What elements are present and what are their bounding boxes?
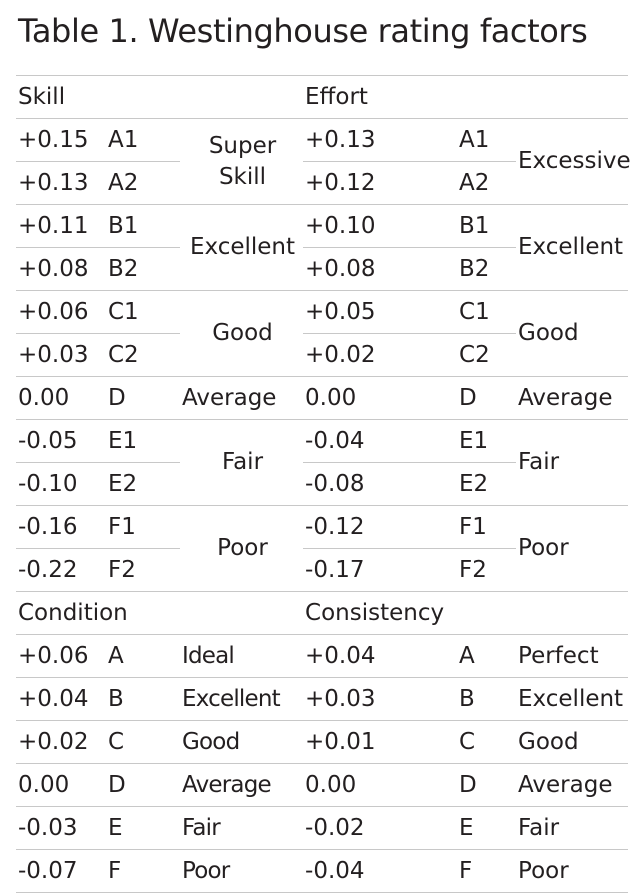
table-row [16,291,628,334]
condition-code: A [106,635,180,678]
skill-code: B2 [106,248,180,291]
condition-value: +0.02 [16,721,106,764]
skill-value: -0.16 [16,506,106,549]
effort-label: Excellent [516,205,628,291]
consistency-code: A [457,635,516,678]
effort-code: F2 [457,549,516,592]
table-row [16,205,628,248]
skill-value: +0.11 [16,205,106,248]
effort-value: +0.10 [303,205,457,248]
skill-value: -0.22 [16,549,106,592]
consistency-code: B [457,678,516,721]
table-row [16,119,628,162]
condition-header: Condition [16,592,303,635]
skill-label: Excellent [180,205,303,291]
effort-value: +0.12 [303,162,457,205]
consistency-label: Excellent [516,678,628,721]
condition-label: Excellent [180,678,303,721]
skill-label: Good [180,291,303,377]
skill-label: Fair [180,420,303,506]
consistency-label: Poor [516,850,628,893]
effort-value: +0.02 [303,334,457,377]
skill-value: -0.05 [16,420,106,463]
consistency-value: +0.04 [303,635,457,678]
skill-code: F1 [106,506,180,549]
condition-label: Average [180,764,303,807]
consistency-code: F [457,850,516,893]
effort-label: Fair [516,420,628,506]
table-row [16,807,628,850]
skill-code: C1 [106,291,180,334]
skill-value: +0.15 [16,119,106,162]
table-row [16,420,628,463]
skill-code: B1 [106,205,180,248]
skill-value: +0.13 [16,162,106,205]
consistency-header: Consistency [303,592,628,635]
skill-code: E2 [106,463,180,506]
consistency-code: C [457,721,516,764]
condition-value: -0.03 [16,807,106,850]
effort-code: E1 [457,420,516,463]
skill-label: Super Skill [180,119,303,205]
condition-label: Fair [180,807,303,850]
table-row [16,850,628,893]
effort-code: C1 [457,291,516,334]
condition-code: F [106,850,180,893]
consistency-value: +0.01 [303,721,457,764]
effort-code: A2 [457,162,516,205]
skill-value: 0.00 [16,377,106,420]
consistency-code: D [457,764,516,807]
skill-code: C2 [106,334,180,377]
table-row [16,635,628,678]
table-row [16,721,628,764]
skill-value: +0.03 [16,334,106,377]
skill-value: +0.08 [16,248,106,291]
effort-label: Excessive [516,119,628,205]
effort-code: C2 [457,334,516,377]
condition-label: Good [180,721,303,764]
skill-code: A2 [106,162,180,205]
condition-value: +0.04 [16,678,106,721]
effort-code: B1 [457,205,516,248]
condition-value: -0.07 [16,850,106,893]
effort-value: -0.12 [303,506,457,549]
effort-code: D [457,377,516,420]
condition-label: Ideal [180,635,303,678]
skill-value: -0.10 [16,463,106,506]
skill-header: Skill [16,76,303,119]
skill-value: +0.06 [16,291,106,334]
consistency-value: -0.04 [303,850,457,893]
effort-header: Effort [303,76,628,119]
effort-code: A1 [457,119,516,162]
effort-value: -0.04 [303,420,457,463]
effort-code: F1 [457,506,516,549]
consistency-value: +0.03 [303,678,457,721]
consistency-label: Good [516,721,628,764]
table-title: Table 1. Westinghouse rating factors [18,12,588,50]
effort-value: +0.08 [303,248,457,291]
consistency-value: 0.00 [303,764,457,807]
rating-factors-table [16,75,631,893]
skill-code: A1 [106,119,180,162]
consistency-label: Fair [516,807,628,850]
effort-value: -0.08 [303,463,457,506]
effort-value: -0.17 [303,549,457,592]
section-header-row [16,76,628,119]
effort-value: 0.00 [303,377,457,420]
effort-label: Poor [516,506,628,592]
table-row [16,506,628,549]
condition-code: C [106,721,180,764]
effort-value: +0.05 [303,291,457,334]
consistency-value: -0.02 [303,807,457,850]
skill-label: Poor [180,506,303,592]
section-header-row [16,592,628,635]
consistency-code: E [457,807,516,850]
skill-label: Average [180,377,303,420]
effort-label: Good [516,291,628,377]
skill-code: F2 [106,549,180,592]
condition-label: Poor [180,850,303,893]
condition-code: D [106,764,180,807]
table-row [16,377,628,420]
effort-label: Average [516,377,628,420]
effort-value: +0.13 [303,119,457,162]
condition-code: E [106,807,180,850]
consistency-label: Average [516,764,628,807]
effort-code: E2 [457,463,516,506]
condition-code: B [106,678,180,721]
skill-code: E1 [106,420,180,463]
effort-code: B2 [457,248,516,291]
skill-code: D [106,377,180,420]
rating-factors-body [16,76,631,893]
table-row [16,764,628,807]
condition-value: 0.00 [16,764,106,807]
table-row [16,678,628,721]
consistency-label: Perfect [516,635,628,678]
condition-value: +0.06 [16,635,106,678]
